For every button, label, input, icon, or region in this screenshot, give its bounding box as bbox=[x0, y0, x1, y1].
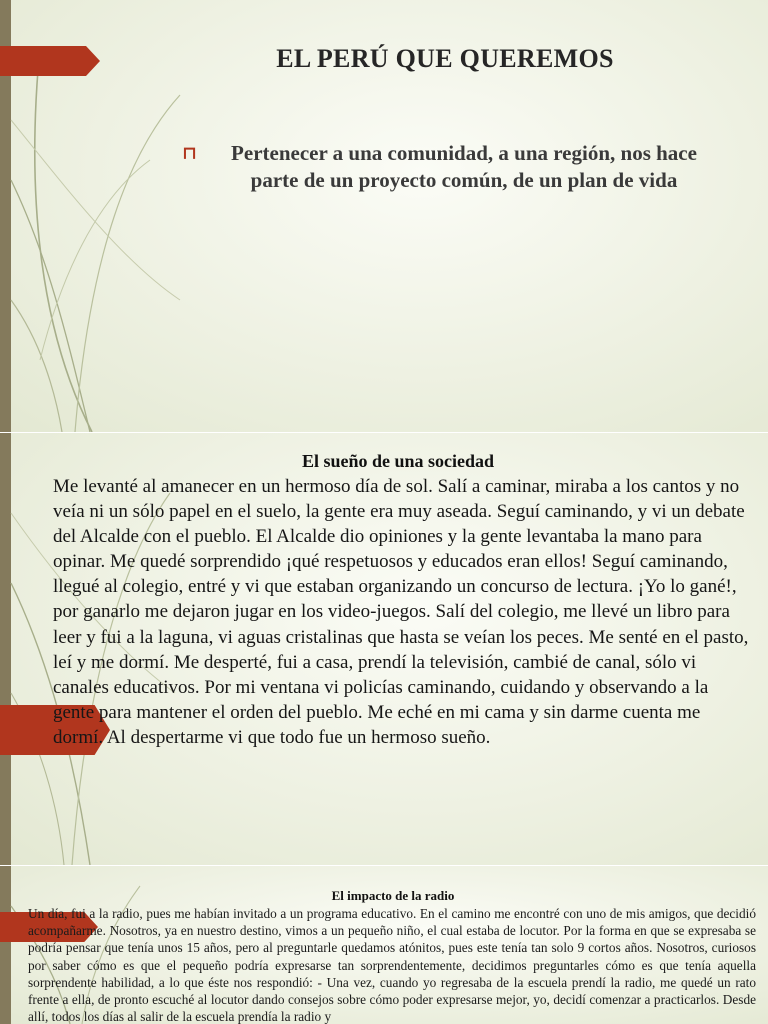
story-body: Un día, fui a la radio, pues me habían invitado a un programa educativo. En el camino me encontré con uno de mis amigos, que decidió acompañarme. Nosotros, ya en nuestro destino, vimos a un pequeño niño, el cual estaba de locutor. Por la forma en que se expresaba se podría pensar que tenía unos 15 años, pero al preguntarle quedamos atónitos, pues este tenía tan solo 9 cortos años. Nosotros, curiosos por saber cómo es que el pequeño podría expresarse tan sorprendentemente, decidimos preguntarles cómo es que tenía aquella sorprendente habilidad, a lo que éste nos respondió: - Una vez, cuando yo regresaba de la escuela prendí la radio, me quedé un rato frente a ella, de pronto escuché al locutor dando consejos sobre cómo poder expresarse mejor, yo, decidí comenzar a practicarlos. Desde allí, todos los días al salir de la escuela prendía la radio y bbox=[28, 906, 756, 1024]
slide-3 bbox=[0, 866, 768, 1024]
story-title: El impacto de la radio bbox=[331, 888, 455, 903]
slide-2 bbox=[0, 433, 768, 865]
story-title: El sueño de una sociedad bbox=[301, 451, 495, 471]
title-arrow bbox=[0, 46, 100, 76]
bullet-icon: ⊓ bbox=[182, 143, 198, 163]
story-body: Me levanté al amanecer en un hermoso día de sol. Salí a caminar, miraba a los cantos y no veía ni un sólo papel en el suelo, la gente era muy aseada. Seguí caminando, y vi un debate del Alcalde con el pueblo. El Alcalde dio opiniones y la gente levantaba la mano para opinar. Me quedé sorprendido ¡qué respetuosos y educados eran ellos! Seguí caminando, llegué al colegio, entré y vi que estaban organizando un concurso de lectura. ¡Yo lo gané!, por ganarlo me dejaron jugar en los video-juegos. Salí del colegio, me llevé un libro para leer y fui a la laguna, vi aguas cristalinas que hasta se veían los peces. Me senté en el pasto, leí y me dormí. Me desperté, fui a casa, prendí la televisión, cambié de canal, sólo vi canales educativos. Por mi ventana vi policías caminando, cuidando y observando a la gente para mantener el orden del pueblo. Me eché en mi cama y sin darme cuenta me dormí. Al despertarme vi que todo fue un hermoso sueño. bbox=[53, 476, 749, 748]
slide-title: EL PERÚ QUE QUEREMOS bbox=[276, 44, 614, 73]
bullet-text: Pertenecer a una comunidad, a una región, nos hace parte de un proyecto común, de un plan de vida bbox=[231, 141, 697, 192]
bullet-item bbox=[182, 140, 722, 194]
slide-1 bbox=[0, 0, 768, 432]
